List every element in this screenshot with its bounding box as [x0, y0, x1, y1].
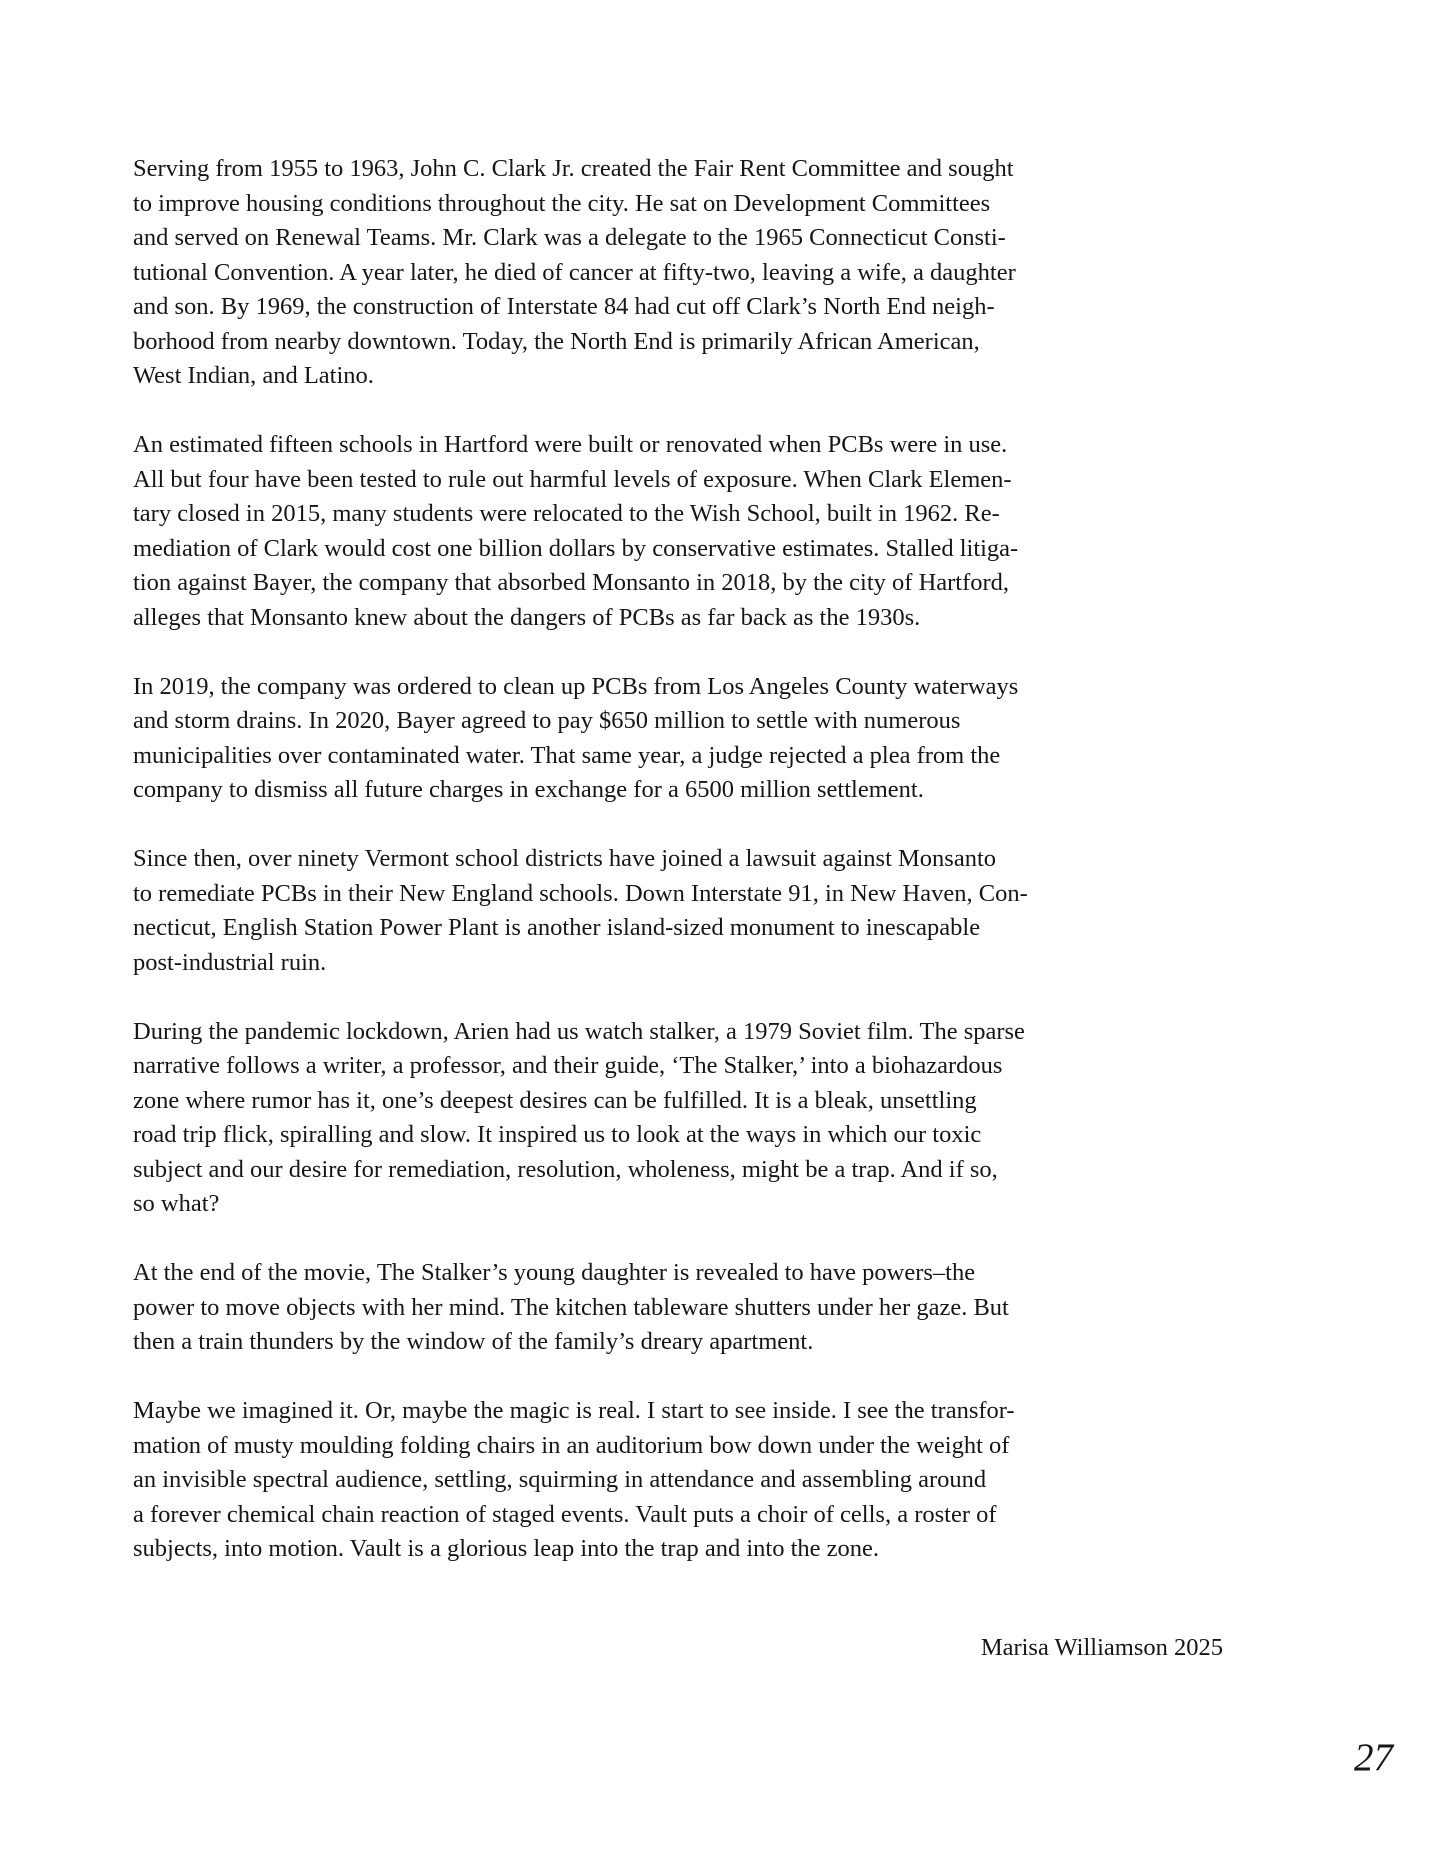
text-line: subjects, into motion. Vault is a glorious leap into the trap and into the zone. — [133, 1535, 879, 1562]
text-line: tutional Convention. A year later, he died of cancer at fifty-two, leaving a wife, a daughter — [133, 258, 1016, 286]
text-line: Serving from 1955 to 1963, John C. Clark Jr. created the Fair Rent Committee and sought — [133, 155, 1014, 182]
paragraph-clark-history — [133, 152, 1273, 394]
text-line: then a train thunders by the window of the family’s dreary apartment. — [133, 1328, 814, 1355]
text-line: road trip flick, spiralling and slow. It inspired us to look at the ways in which our toxic — [133, 1121, 982, 1148]
paragraph-vermont-lawsuit — [133, 842, 1273, 980]
paragraph-stalker-film — [133, 1015, 1273, 1222]
text-line: zone where rumor has it, one’s deepest desires can be fulfilled. It is a bleak, unsettling — [133, 1086, 977, 1114]
paragraph-hartford-schools — [133, 428, 1273, 635]
text-column — [133, 152, 1273, 1665]
text-line: so what? — [133, 1190, 220, 1217]
text-line: to remediate PCBs in their New England schools. Down Interstate 91, in New Haven, Con- — [133, 879, 1028, 907]
text-line: mediation of Clark would cost one billion dollars by conservative estimates. Stalled litiga- — [133, 534, 1019, 562]
page-number: 27 — [1354, 1736, 1393, 1779]
text-line: an invisible spectral audience, settling, squirming in attendance and assembling around — [133, 1466, 987, 1493]
text-line: In 2019, the company was ordered to clean up PCBs from Los Angeles County waterways — [133, 672, 1019, 700]
text-line: and served on Renewal Teams. Mr. Clark was a delegate to the 1965 Connecticut Consti- — [133, 224, 1006, 251]
text-line: borhood from nearby downtown. Today, the North End is primarily African American, — [133, 327, 980, 355]
text-line: mation of musty moulding folding chairs in an auditorium bow down under the weight of — [133, 1431, 1010, 1459]
text-line: tary closed in 2015, many students were relocated to the Wish School, built in 1962. Re- — [133, 500, 1000, 527]
text-line: Since then, over ninety Vermont school districts have joined a lawsuit against Monsanto — [133, 845, 997, 872]
text-line: and storm drains. In 2020, Bayer agreed to pay $650 million to settle with numerous — [133, 707, 961, 734]
text-line: municipalities over contaminated water. That same year, a judge rejected a plea from the — [133, 741, 1001, 769]
text-line: power to move objects with her mind. The kitchen tableware shutters under her gaze. But — [133, 1293, 1009, 1321]
text-line: At the end of the movie, The Stalker’s young daughter is revealed to have powers–the — [133, 1259, 976, 1286]
text-line: An estimated fifteen schools in Hartford were built or renovated when PCBs were in use. — [133, 431, 1008, 458]
text-line: a forever chemical chain reaction of staged events. Vault puts a choir of cells, a roster of — [133, 1500, 997, 1528]
text-line: post-industrial ruin. — [133, 948, 327, 976]
text-line: During the pandemic lockdown, Arien had us watch stalker, a 1979 Soviet film. The sparse — [133, 1017, 1025, 1045]
text-line: to improve housing conditions throughout the city. He sat on Development Committees — [133, 189, 991, 217]
text-line: narrative follows a writer, a professor, and their guide, ‘The Stalker,’ into a biohazardous — [133, 1052, 1003, 1079]
author-signature: Marisa Williamson 2025 — [980, 1633, 1223, 1661]
text-line: tion against Bayer, the company that absorbed Monsanto in 2018, by the city of Hartford, — [133, 569, 1010, 596]
text-line: necticut, English Station Power Plant is another island-sized monument to inescapable — [133, 914, 981, 941]
paragraph-bayer-settlement — [133, 670, 1273, 808]
text-line: Maybe we imagined it. Or, maybe the magic is real. I start to see inside. I see the transfor- — [133, 1397, 1015, 1424]
paragraph-movie-ending — [133, 1256, 1273, 1360]
text-line: alleges that Monsanto knew about the dangers of PCBs as far back as the 1930s. — [133, 603, 921, 631]
text-line: All but four have been tested to rule out harmful levels of exposure. When Clark Elemen- — [133, 465, 1012, 493]
paragraph-vault-conclusion — [133, 1394, 1273, 1567]
text-line: West Indian, and Latino. — [133, 362, 374, 389]
text-line: subject and our desire for remediation, resolution, wholeness, might be a trap. And if so, — [133, 1155, 998, 1183]
text-line: company to dismiss all future charges in exchange for a 6500 million settlement. — [133, 776, 924, 803]
text-line: and son. By 1969, the construction of Interstate 84 had cut off Clark’s North End neigh- — [133, 293, 995, 320]
